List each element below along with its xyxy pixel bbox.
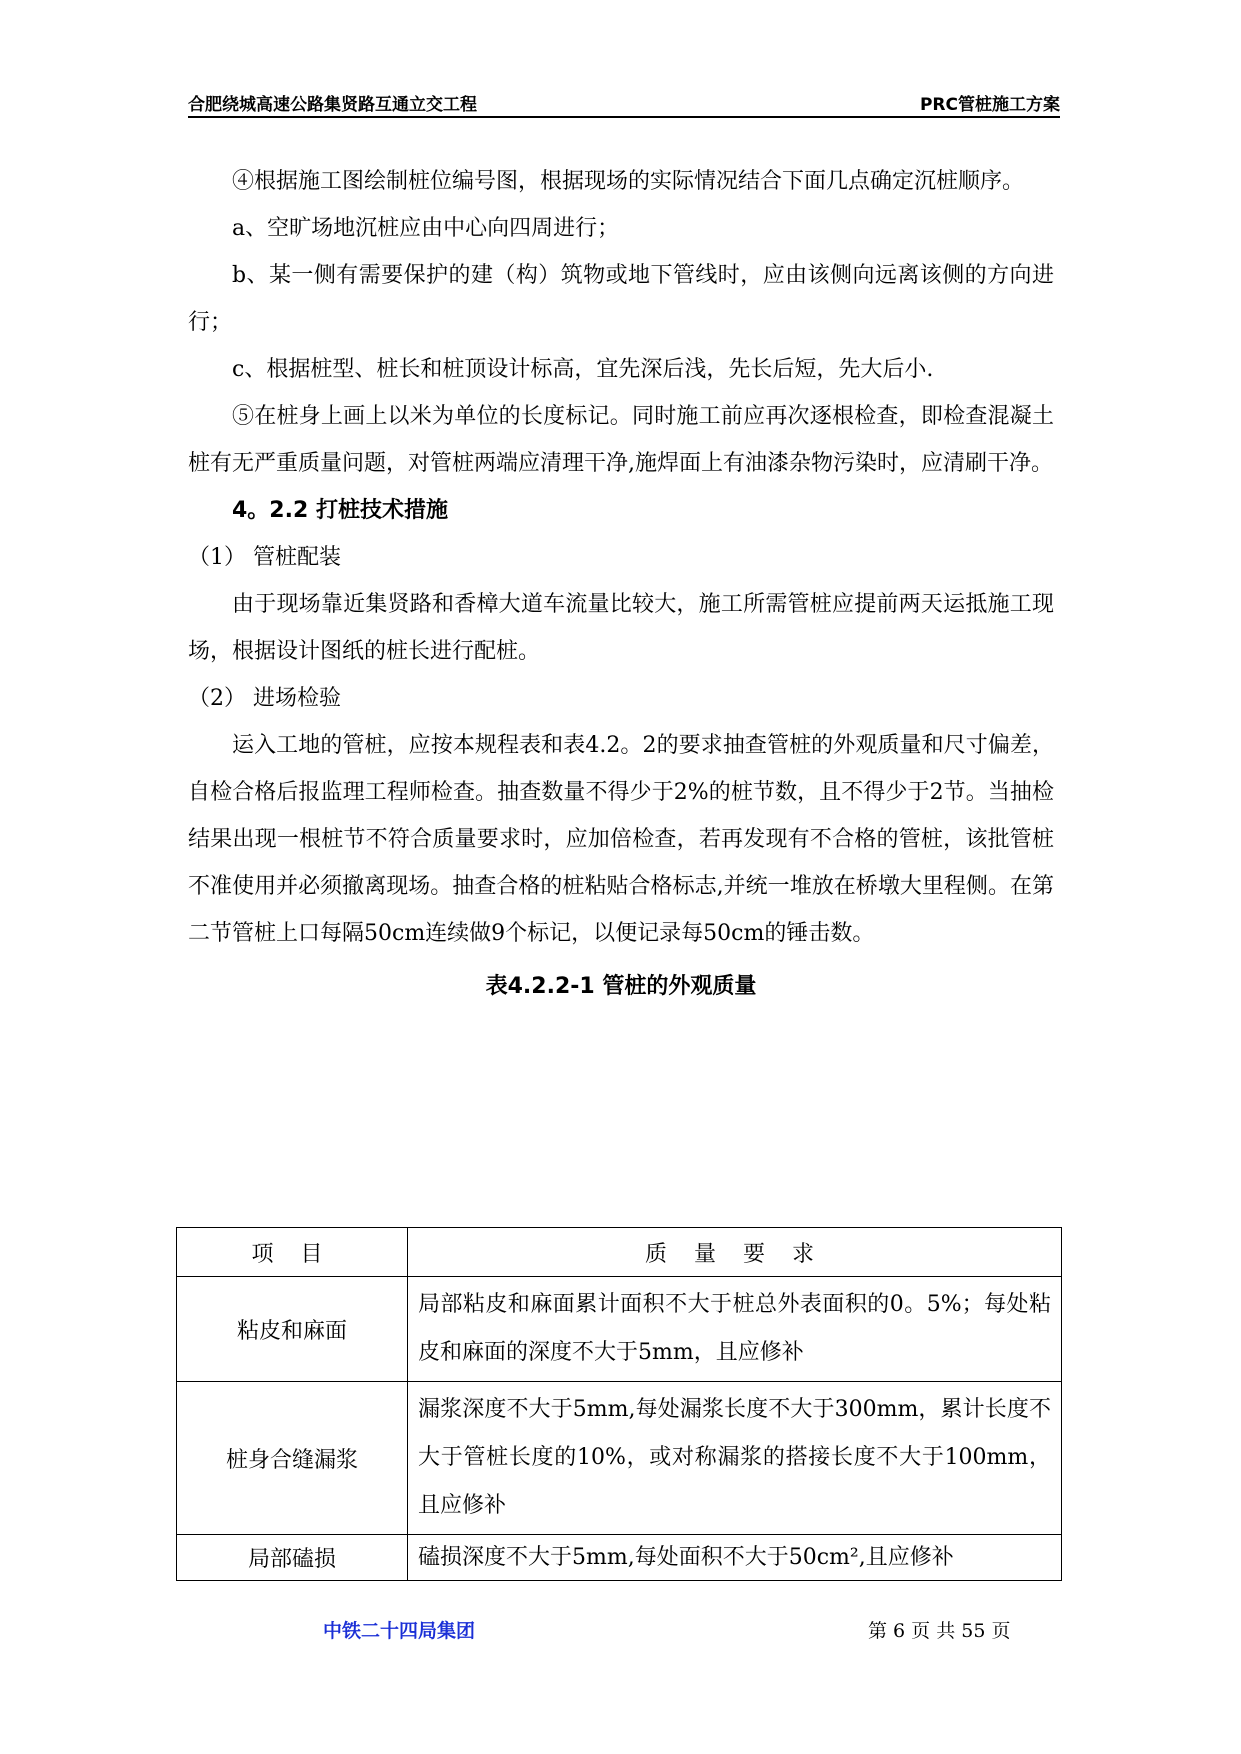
page-header bbox=[188, 86, 1060, 118]
table-cell-item: 桩身合缝漏浆 bbox=[177, 1382, 408, 1535]
table-cell-requirement: 漏浆深度不大于5mm,每处漏浆长度不大于300mm，累计长度不大于管桩长度的10%，或对称漏浆的搭接长度不大于100mm，且应修补 bbox=[408, 1382, 1062, 1535]
table-cell-requirement: 局部粘皮和麻面累计面积不大于桩总外表面积的0。5%；每处粘皮和麻面的深度不大于5mm，且应修补 bbox=[408, 1277, 1062, 1382]
quality-table bbox=[176, 1227, 1062, 1581]
table-row bbox=[177, 1277, 1062, 1382]
table-header-row bbox=[177, 1228, 1062, 1277]
list-item-b: b、某一侧有需要保护的建（构）筑物或地下管线时，应由该侧向远离该侧的方向进行； bbox=[188, 263, 1054, 335]
table-caption: 表4.2.2-1 管桩的外观质量 bbox=[485, 974, 757, 999]
paragraph-length-marks: ⑤在桩身上画上以米为单位的长度标记。同时施工前应再次逐根检查，即检查混凝土桩有无严重质量问题，对管桩两端应清理干净,施焊面上有油漆杂物污染时，应清刷干净。 bbox=[188, 404, 1054, 476]
subsection-text-1: 由于现场靠近集贤路和香樟大道车流量比较大，施工所需管桩应提前两天运抵施工现场，根据设计图纸的桩长进行配桩。 bbox=[188, 592, 1054, 664]
document-body bbox=[188, 158, 1054, 1010]
table-header-item: 项 目 bbox=[177, 1228, 408, 1277]
table-cell-item: 粘皮和麻面 bbox=[177, 1277, 408, 1382]
header-document-title: PRC管桩施工方案 bbox=[919, 95, 1060, 115]
table-cell-item: 局部磕损 bbox=[177, 1535, 408, 1581]
table-row bbox=[177, 1382, 1062, 1535]
footer-organization: 中铁二十四局集团 bbox=[323, 1620, 476, 1642]
table-row bbox=[177, 1535, 1062, 1581]
table-cell-requirement: 磕损深度不大于5mm,每处面积不大于50cm²,且应修补 bbox=[408, 1535, 1062, 1581]
paragraph-pile-order: ④根据施工图绘制桩位编号图，根据现场的实际情况结合下面几点确定沉桩顺序。 bbox=[232, 169, 1025, 194]
header-project-title: 合肥绕城高速公路集贤路互通立交工程 bbox=[188, 95, 477, 115]
subsection-title-1: （1） 管桩配装 bbox=[188, 545, 341, 570]
table-header-requirement: 质 量 要 求 bbox=[408, 1228, 1062, 1277]
section-heading: 4。2.2 打桩技术措施 bbox=[232, 498, 448, 523]
subsection-title-2: （2） 进场检验 bbox=[188, 686, 341, 711]
footer-page-number: 第 6 页 共 55 页 bbox=[868, 1620, 1011, 1642]
subsection-text-2: 运入工地的管桩，应按本规程表和表4.2。2的要求抽查管桩的外观质量和尺寸偏差，自检合格后报监理工程师检查。抽查数量不得少于2%的桩节数，且不得少于2节。当抽检结果出现一根桩节不符合质量要求时，应加倍检查，若再发现有不合格的管桩，该批管桩不准使用并必须撤离现场。抽查合格的桩粘贴合格标志,并统一堆放在桥墩大里程侧。在第二节管桩上口每隔50cm连续做9个标记，以便记录每50cm的锤击数。 bbox=[188, 733, 1054, 946]
list-item-c: c、根据桩型、桩长和桩顶设计标高，宜先深后浅，先长后短，先大后小. bbox=[232, 357, 934, 382]
list-item-a: a、空旷场地沉桩应由中心向四周进行； bbox=[232, 216, 620, 241]
